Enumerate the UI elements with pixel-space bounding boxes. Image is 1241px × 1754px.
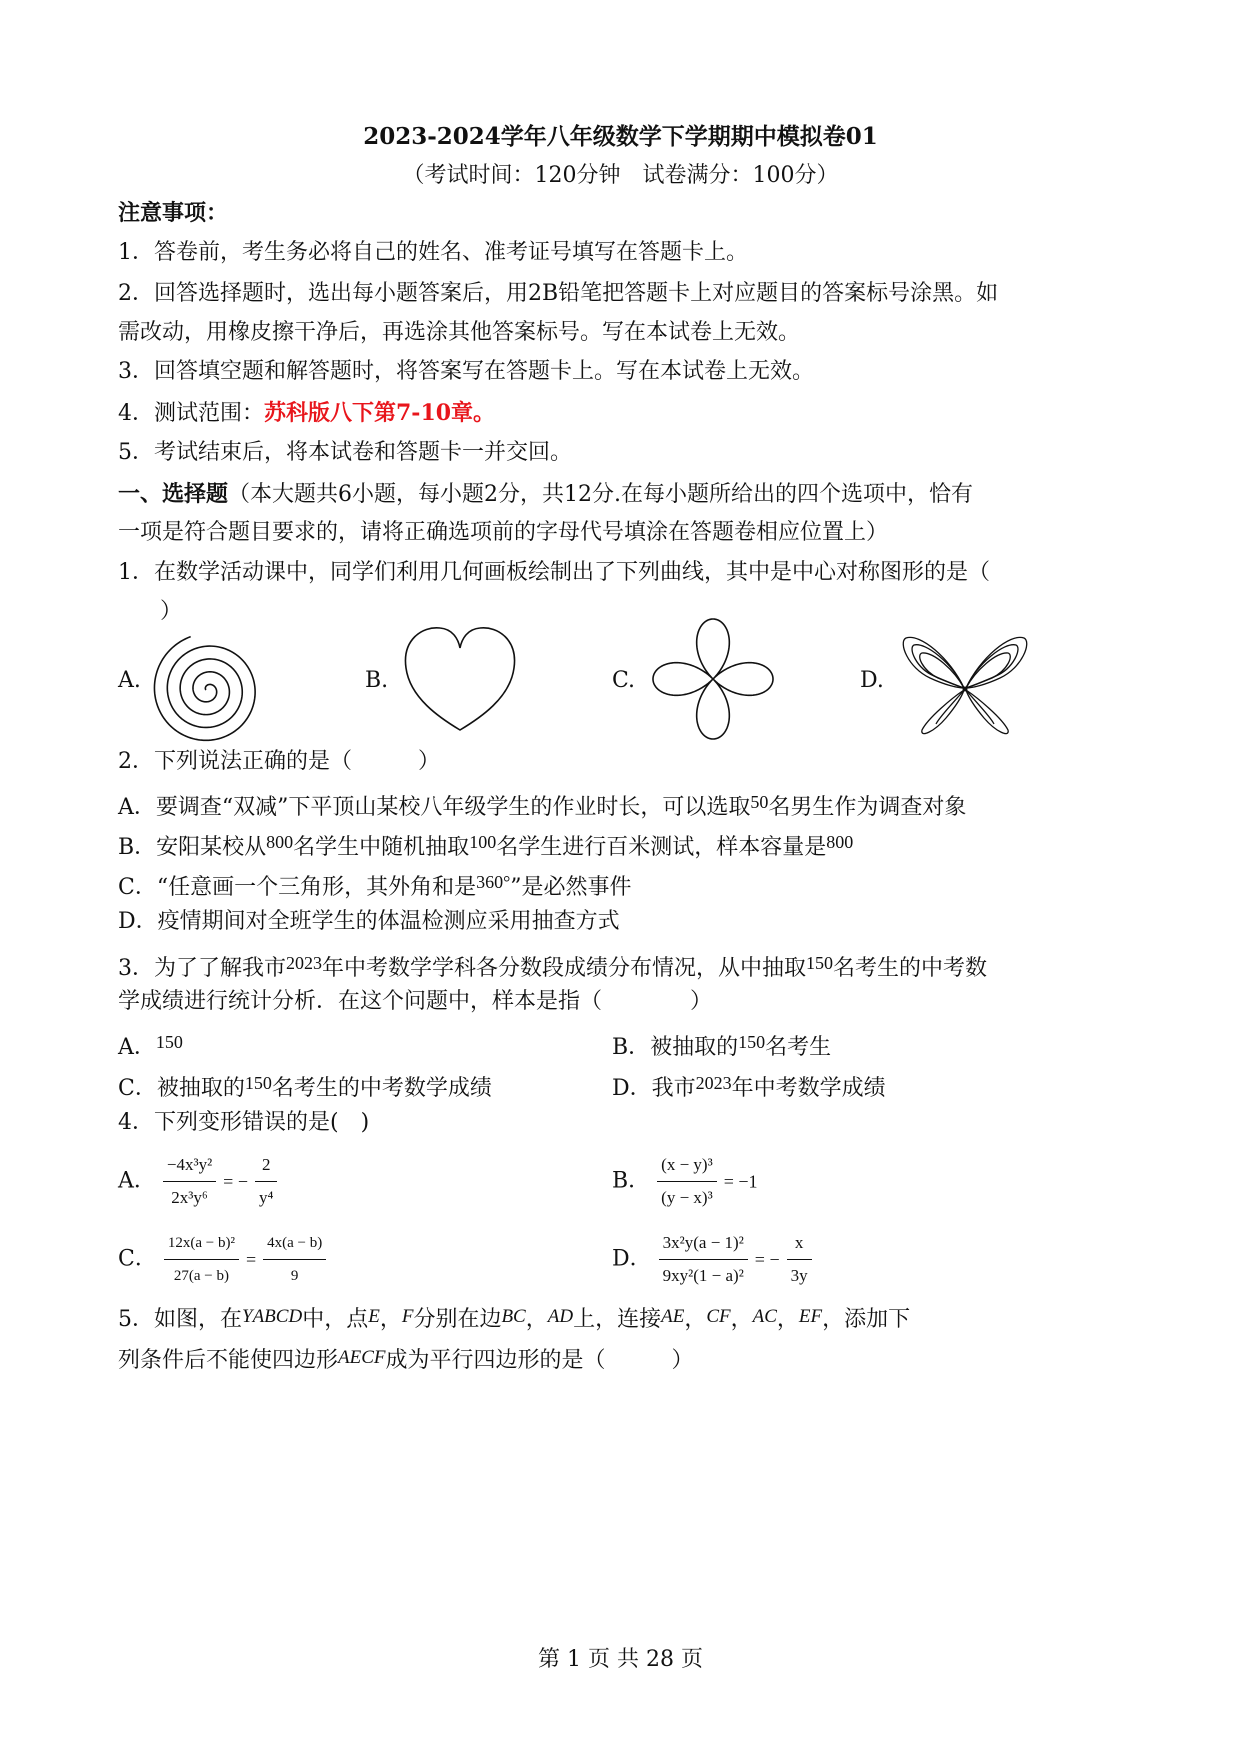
q5-abcd: ABCD: [252, 1306, 303, 1327]
section1-desc-a-text: （本大题共6小题，每小题2分，共12分.在每小题所给出的四个选项中，恰有: [228, 482, 973, 507]
q3-stem-text-2: 年中考数学学科各分数段成绩分布情况，从中抽取: [322, 956, 807, 981]
notice-item-2a: 2．回答选择题时，选出每小题答案后，用2B铅笔把答题卡上对应题目的答案标号涂黑。如: [118, 281, 999, 306]
fraction-numerator: −4x³y²: [163, 1150, 216, 1182]
q4-option-b: [612, 1150, 758, 1213]
q1-option-a-label: A.: [118, 668, 141, 693]
q4-option-c-fraction: [164, 1228, 239, 1291]
section1-desc-b: 一项是符合题目要求的，请将正确选项前的字母代号填涂在答题卷相应位置上）: [118, 520, 889, 545]
notice-item-5: 5．考试结束后，将本试卷和答题卡一并交回。: [118, 440, 572, 465]
q5-quadrilateral-aecf: AECF: [338, 1347, 386, 1368]
q3-stem-year: 2023: [286, 953, 322, 973]
q5-stem-b: [118, 1343, 1128, 1376]
q4-option-d-label: D．: [612, 1246, 652, 1272]
heart-curve-figure: [400, 618, 520, 738]
q1-stem-a: 1．在数学活动课中，同学们利用几何画板绘制出了下列曲线，其中是中心对称图形的是（: [118, 560, 991, 585]
fraction-denominator: 27(a − b): [173, 1268, 229, 1284]
q2-option-a-tail: 名男生作为调查对象: [768, 795, 967, 820]
q2-option-b-text-3: 名学生进行百米测试，样本容量是: [496, 835, 827, 860]
q5-segment-cf: CF: [706, 1306, 731, 1327]
q4-option-a-fraction: [163, 1150, 216, 1213]
q4-option-b-fraction: [657, 1150, 717, 1213]
q5-text-2: 中，点: [302, 1307, 369, 1332]
notice-item-4: [118, 398, 1128, 429]
q5-side-bc: BC: [501, 1306, 526, 1327]
q5-sep: ，: [379, 1307, 402, 1332]
q3-option-c-tail: 名考生的中考数学成绩: [271, 1076, 492, 1101]
q3-stem-text-3: 名考生的中考数: [833, 956, 988, 981]
q2-option-b-number-1: 800: [266, 832, 294, 852]
q3-option-d: [612, 1068, 886, 1104]
q4-stem: 4．下列变形错误的是( ): [118, 1110, 370, 1135]
q5-point-f: F: [401, 1306, 414, 1327]
q3-option-d-tail: 年中考数学成绩: [731, 1076, 886, 1101]
q3-option-a-number: 150: [155, 1032, 183, 1052]
q3-stem-b: 学成绩进行统计分析．在这个问题中，样本是指（ ）: [118, 989, 713, 1014]
q4-option-a: [118, 1150, 277, 1213]
q2-option-b-number-3: 800: [826, 832, 854, 852]
section1-heading: 一、选择题: [118, 481, 229, 507]
fraction-numerator: 2: [255, 1150, 277, 1182]
q2-option-b-text: B．安阳某校从: [118, 835, 267, 860]
q3-stem-number: 150: [806, 953, 834, 973]
q3-option-b-number: 150: [738, 1032, 766, 1052]
fraction-numerator: (x − y)³: [657, 1150, 717, 1182]
four-petal-curve-figure: [648, 614, 778, 744]
q2-option-c-number: 360°: [476, 872, 511, 892]
q5-sep: ，: [776, 1307, 799, 1332]
q4-option-c-label: C．: [118, 1246, 157, 1272]
q5-sep: ，: [730, 1307, 753, 1332]
notice-item-4-prefix: 4．测试范围：: [118, 401, 264, 426]
q4-option-c-equals: =: [245, 1249, 257, 1270]
fraction-denominator: 3y: [790, 1266, 808, 1285]
q4-option-d-result: [787, 1228, 812, 1291]
q1-stem-b: ）: [160, 599, 183, 624]
butterfly-curve-figure: [900, 618, 1030, 748]
exam-title: 2023-2024学年八年级数学下学期期中模拟卷01: [363, 123, 878, 150]
q3-option-b: [612, 1027, 831, 1063]
q1-option-d-label: D.: [860, 668, 884, 693]
section1-desc-a: [118, 479, 1128, 510]
q4-option-a-equals: = −: [223, 1171, 248, 1192]
q4-option-d-fraction: [659, 1228, 748, 1291]
q5-sep: ，: [684, 1307, 707, 1332]
q3-option-b-label: B．被抽取的: [612, 1035, 739, 1060]
notice-item-2b: 需改动，用橡皮擦干净后，再选涂其他答案标号。写在本试卷上无效。: [118, 320, 801, 345]
q2-option-c-tail: ”是必然事件: [510, 875, 632, 900]
q3-stem-text: 3．为了了解我市: [118, 956, 286, 981]
q4-option-c-result: [263, 1228, 326, 1291]
test-range: 苏科版八下第7-10章。: [264, 400, 496, 426]
notice-item-1: 1．答卷前，考生务必将自己的姓名、准考证号填写在答题卡上。: [118, 240, 748, 265]
fraction-denominator: 9xy²(1 − a)²: [662, 1266, 744, 1285]
q2-option-b-text-2: 名学生中随机抽取: [293, 835, 470, 860]
q1-option-b-label: B.: [365, 668, 389, 693]
fraction-denominator: 2x³y⁶: [171, 1188, 208, 1207]
q5-sep: ，: [525, 1307, 548, 1332]
q5-stem-a: [118, 1302, 1128, 1335]
q5-text-6: 列条件后不能使四边形: [118, 1348, 339, 1373]
q5-text-7: 成为平行四边形的是（ ）: [385, 1348, 694, 1373]
notice-heading: 注意事项：: [118, 200, 229, 226]
fraction-numerator: x: [787, 1228, 812, 1260]
q5-text-4: 上，连接: [573, 1307, 662, 1332]
q5-segment-ef: EF: [798, 1306, 823, 1327]
q3-option-d-label: D．我市: [612, 1076, 696, 1101]
q3-option-b-tail: 名考生: [765, 1035, 832, 1060]
fraction-denominator: y⁴: [258, 1188, 274, 1207]
fraction-numerator: 4x(a − b): [263, 1228, 326, 1260]
q3-option-c-label: C．被抽取的: [118, 1076, 245, 1101]
q4-option-a-result: [255, 1150, 277, 1213]
q3-option-c: [118, 1068, 492, 1104]
q2-option-a: [118, 787, 1128, 823]
q4-option-b-equals: = −1: [723, 1171, 758, 1192]
fraction-denominator: (y − x)³: [661, 1188, 713, 1207]
q4-option-b-label: B．: [612, 1168, 651, 1194]
notice-item-3: 3．回答填空题和解答题时，将答案写在答题卡上。写在本试卷上无效。: [118, 359, 814, 384]
q4-option-a-label: A．: [118, 1168, 156, 1194]
q2-option-c-text: C．“任意画一个三角形，其外角和是: [118, 875, 477, 900]
page-footer: 第 1 页 共 28 页: [538, 1647, 703, 1672]
q2-option-b: [118, 827, 1128, 863]
q3-option-a: [118, 1027, 183, 1063]
q5-segment-ac: AC: [752, 1306, 777, 1327]
spiral-curve-figure: [140, 618, 260, 738]
q3-option-d-number: 2023: [695, 1073, 732, 1093]
parallelogram-symbol: Y: [242, 1306, 253, 1327]
q5-text-3: 分别在边: [413, 1307, 502, 1332]
exam-subtitle: （考试时间：120分钟 试卷满分：100分）: [402, 163, 839, 188]
q3-option-c-number: 150: [244, 1073, 272, 1093]
q3-option-a-label: A．: [118, 1035, 156, 1060]
q2-stem: 2．下列说法正确的是（ ）: [118, 749, 440, 774]
q4-option-c: [118, 1228, 326, 1291]
q4-option-d-equals: = −: [754, 1249, 780, 1270]
q2-option-a-number: 50: [750, 792, 769, 812]
fraction-numerator: 12x(a − b)²: [164, 1228, 239, 1260]
fraction-numerator: 3x²y(a − 1)²: [659, 1228, 748, 1260]
q5-text: 5．如图，在: [118, 1307, 242, 1332]
q2-option-d: D．疫情期间对全班学生的体温检测应采用抽查方式: [118, 909, 620, 934]
q1-option-c-label: C.: [612, 668, 636, 693]
q5-text-5: ，添加下: [822, 1307, 911, 1332]
q5-segment-ae: AE: [661, 1306, 685, 1327]
q3-stem-a: [118, 948, 1128, 984]
fraction-denominator: 9: [290, 1268, 299, 1284]
q2-option-c: [118, 867, 1128, 903]
q5-side-ad: AD: [547, 1306, 574, 1327]
q4-option-d: [612, 1228, 812, 1291]
q2-option-a-text: A．要调查“双减”下平顶山某校八年级学生的作业时长，可以选取: [118, 795, 751, 820]
q5-point-e: E: [368, 1306, 380, 1327]
q2-option-b-number-2: 100: [469, 832, 497, 852]
